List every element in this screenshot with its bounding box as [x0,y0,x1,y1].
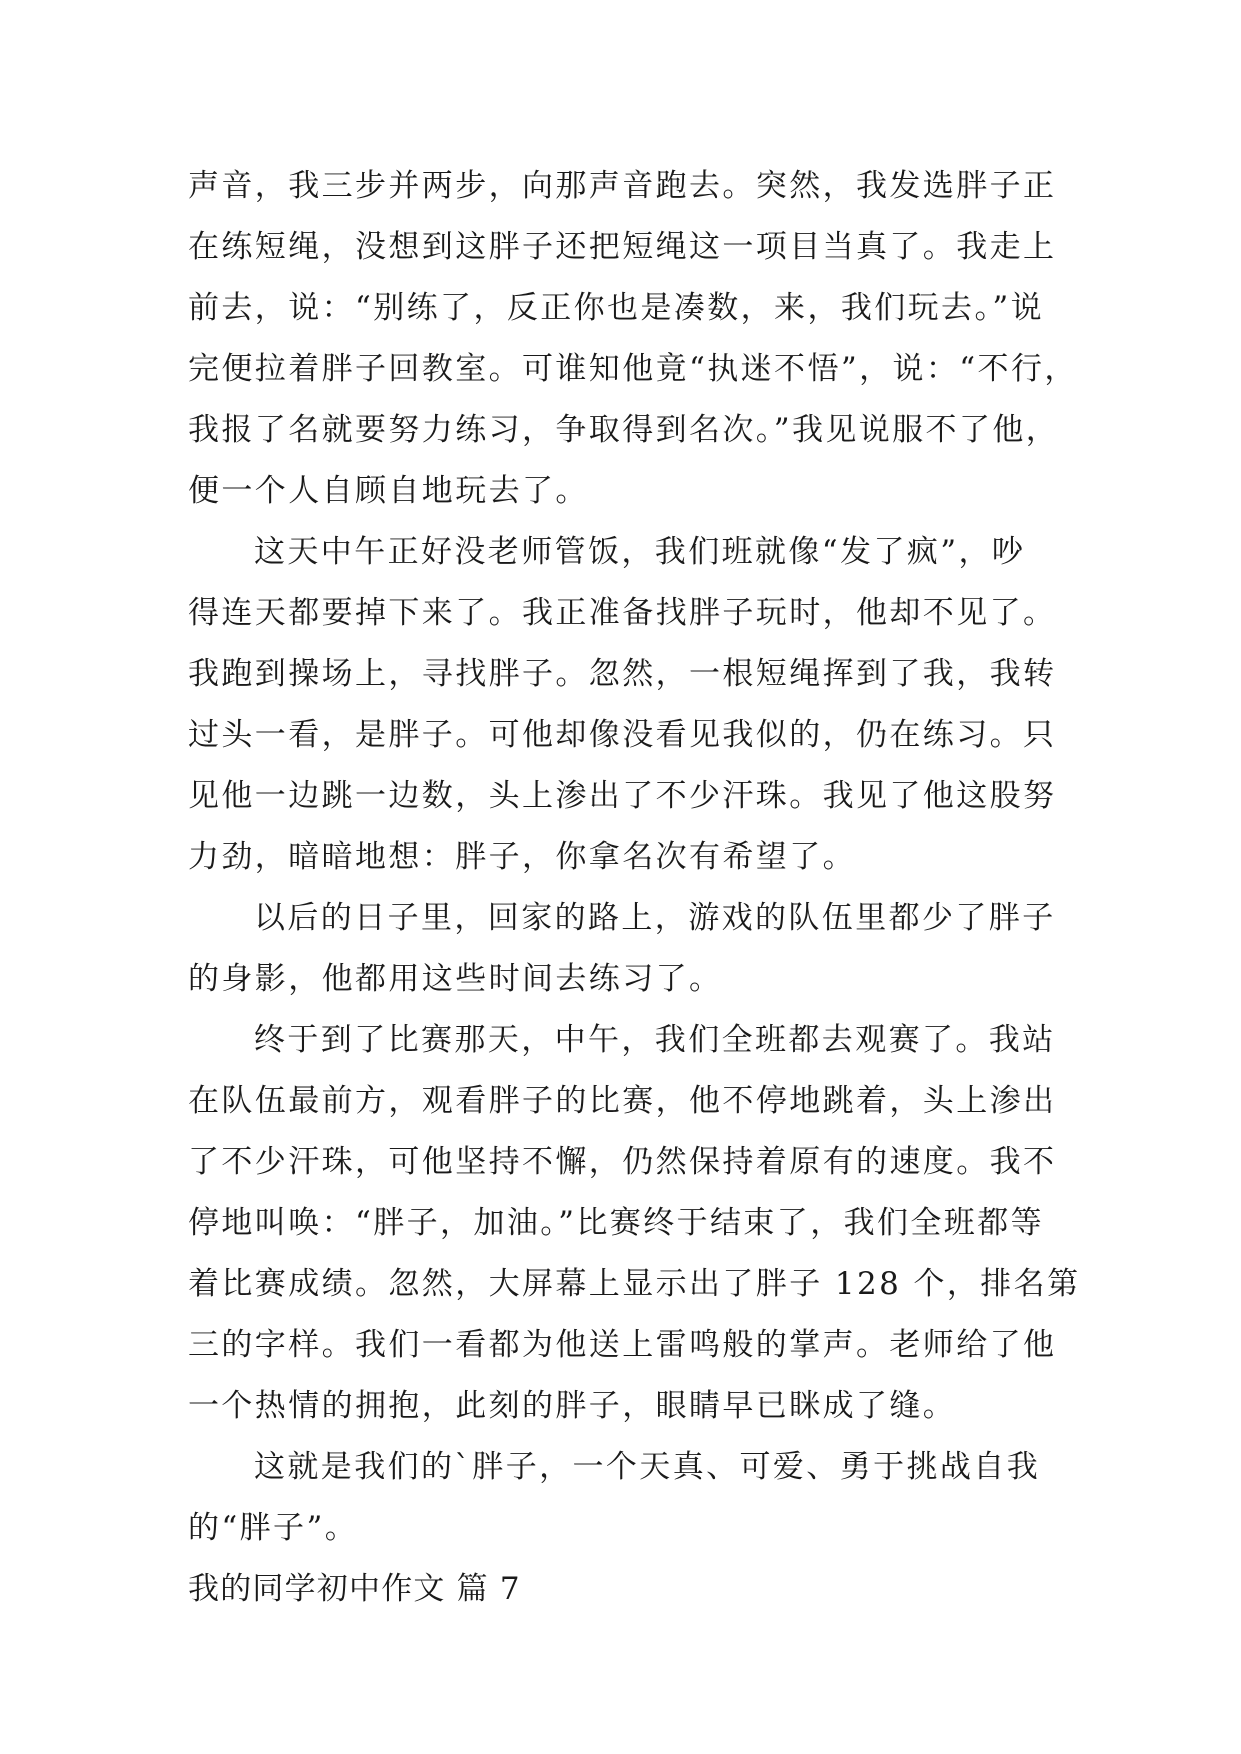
text-line: 得连天都要掉下来了。我正准备找胖子玩时，他却不见了。 [188,595,1057,631]
paragraph [188,156,1078,522]
text-line: 的“胖子”。 [188,1510,359,1546]
text-line: 着比赛成绩。忽然，大屏幕上显示出了胖子 128 个，排名第 [188,1266,1081,1302]
text-line: 这天中午正好没老师管饭，我们班就像“发了疯”，吵 [254,534,1026,570]
text-line: 停地叫唤：“胖子，加油。”比赛终于结束了，我们全班都等 [188,1205,1044,1241]
text-line: 我报了名就要努力练习，争取得到名次。”我见说服不了他， [188,412,1060,448]
text-line: 我跑到操场上，寻找胖子。忽然，一根短绳挥到了我，我转 [188,656,1057,692]
text-line: 前去，说：“别练了，反正你也是凑数，来，我们玩去。”说 [188,290,1044,326]
text-line: 这就是我们的`胖子，一个天真、可爱、勇于挑战自我 [254,1449,1041,1485]
text-line: 见他一边跳一边数，头上渗出了不少汗珠。我见了他这股努 [188,778,1057,814]
document-body [188,156,1081,1620]
text-line: 终于到了比赛那天，中午，我们全班都去观赛了。我站 [254,1022,1056,1058]
paragraph [188,522,1068,888]
text-line: 了不少汗珠，可他坚持不懈，仍然保持着原有的速度。我不 [188,1144,1057,1180]
text-line: 力劲，暗暗地想：胖子，你拿名次有希望了。 [188,839,856,875]
text-line: 三的字样。我们一看都为他送上雷鸣般的掌声。老师给了他 [188,1327,1057,1363]
text-line: 便一个人自顾自地玩去了。 [188,473,589,509]
text-line: 完便拉着胖子回教室。可谁知他竟“执迷不悟”，说：“不行， [188,351,1078,387]
text-line: 声音，我三步并两步，向那声音跑去。突然，我发选胖子正 [188,168,1057,204]
paragraph [188,888,1068,1010]
text-line: 在练短绳，没想到这胖子还把短绳这一项目当真了。我走上 [188,229,1057,265]
paragraph [188,1437,1068,1559]
section-heading: 我的同学初中作文 篇 7 [188,1571,521,1607]
text-line: 以后的日子里，回家的路上，游戏的队伍里都少了胖子 [254,900,1056,936]
text-line: 过头一看，是胖子。可他却像没看见我似的，仍在练习。只 [188,717,1057,753]
paragraph [188,1010,1081,1437]
text-line: 一个热情的拥抱，此刻的胖子，眼睛早已眯成了缝。 [188,1388,957,1424]
text-line: 在队伍最前方，观看胖子的比赛，他不停地跳着，头上渗出 [188,1083,1057,1119]
text-line: 的身影，他都用这些时间去练习了。 [188,961,723,997]
